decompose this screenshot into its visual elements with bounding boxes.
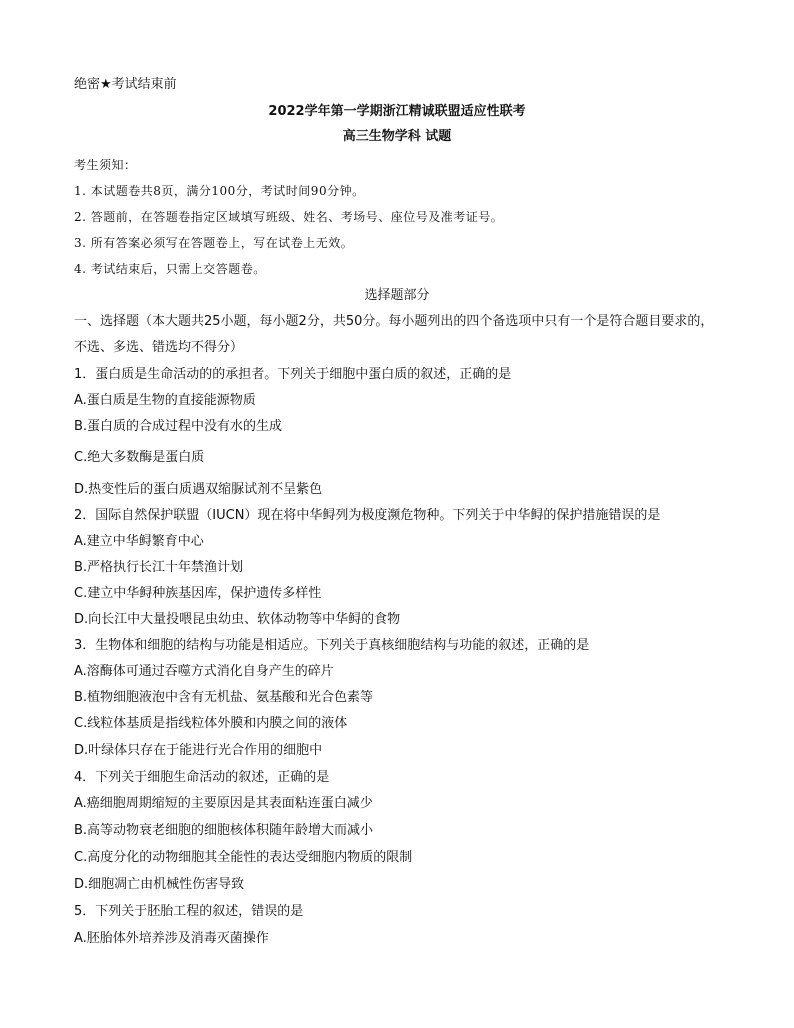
question-5-option-a: A.胚胎体外培养涉及消毒灭菌操作 bbox=[74, 931, 269, 946]
question-5-stem: 5．下列关于胚胎工程的叙述，错误的是 bbox=[74, 904, 304, 919]
question-4-option-b: B.高等动物衰老细胞的细胞核体积随年龄增大而减小 bbox=[74, 823, 374, 838]
question-2-option-d: D.向长江中大量投喂昆虫幼虫、软体动物等中华鲟的食物 bbox=[74, 612, 401, 627]
question-1-option-b: B.蛋白质的合成过程中没有水的生成 bbox=[74, 419, 283, 434]
question-4-option-c: C.高度分化的动物细胞其全能性的表达受细胞内物质的限制 bbox=[74, 850, 413, 865]
notice-item-2: 2. 答题前，在答题卷指定区域填写班级、姓名、考场号、座位号及准考证号。 bbox=[74, 210, 504, 224]
question-3-option-b: B.植物细胞液泡中含有无机盐、氨基酸和光合色素等 bbox=[74, 690, 374, 705]
notice-item-3: 3. 所有答案必须写在答题卷上，写在试卷上无效。 bbox=[74, 236, 354, 250]
question-1-option-d: D.热变性后的蛋白质遇双缩脲试剂不呈紫色 bbox=[74, 482, 323, 497]
question-3-stem: 3．生物体和细胞的结构与功能是相适应。下列关于真核细胞结构与功能的叙述，正确的是 bbox=[74, 638, 590, 653]
section-title: 选择题部分 bbox=[364, 288, 430, 303]
question-1-stem: 1．蛋白质是生命活动的的承担者。下列关于细胞中蛋白质的叙述，正确的是 bbox=[74, 367, 512, 382]
question-2-option-b: B.严格执行长江十年禁渔计划 bbox=[74, 560, 244, 575]
question-2-option-a: A.建立中华鲟繁育中心 bbox=[74, 534, 204, 549]
question-4-stem: 4．下列关于细胞生命活动的叙述，正确的是 bbox=[74, 770, 330, 785]
question-4-option-d: D.细胞凋亡由机械性伤害导致 bbox=[74, 877, 245, 892]
question-3-option-d: D.叶绿体只存在于能进行光合作用的细胞中 bbox=[74, 743, 323, 758]
question-3-option-c: C.线粒体基质是指线粒体外膜和内膜之间的液体 bbox=[74, 716, 348, 731]
question-1-option-a: A.蛋白质是生物的直接能源物质 bbox=[74, 393, 256, 408]
question-3-option-a: A.溶酶体可通过吞噬方式消化自身产生的碎片 bbox=[74, 664, 334, 679]
exam-subtitle: 高三生物学科 试题 bbox=[342, 129, 452, 144]
section-intro-line-1: 一、选择题（本大题共25小题，每小题2分，共50分。每小题列出的四个备选项中只有一个是符合题目要求的， bbox=[74, 314, 714, 329]
notice-item-1: 1. 本试题卷共8页，满分100分，考试时间90分钟。 bbox=[74, 184, 365, 198]
exam-title: 2022学年第一学期浙江精诚联盟适应性联考 bbox=[268, 104, 526, 119]
question-1-option-c: C.绝大多数酶是蛋白质 bbox=[74, 450, 205, 465]
notice-heading: 考生须知： bbox=[74, 158, 137, 172]
question-2-option-c: C.建立中华鲟种族基因库，保护遗传多样性 bbox=[74, 586, 322, 601]
question-4-option-a: A.癌细胞周期缩短的主要原因是其表面粘连蛋白减少 bbox=[74, 796, 373, 811]
notice-item-4: 4. 考试结束后，只需上交答题卷。 bbox=[74, 262, 266, 276]
secret-label: 绝密★考试结束前 bbox=[74, 77, 177, 92]
question-2-stem: 2．国际自然保护联盟（IUCN）现在将中华鲟列为极度濒危物种。下列关于中华鲟的保护措施错误的是 bbox=[74, 508, 661, 523]
section-intro-line-2: 不选、多选、错选均不得分） bbox=[74, 340, 244, 355]
